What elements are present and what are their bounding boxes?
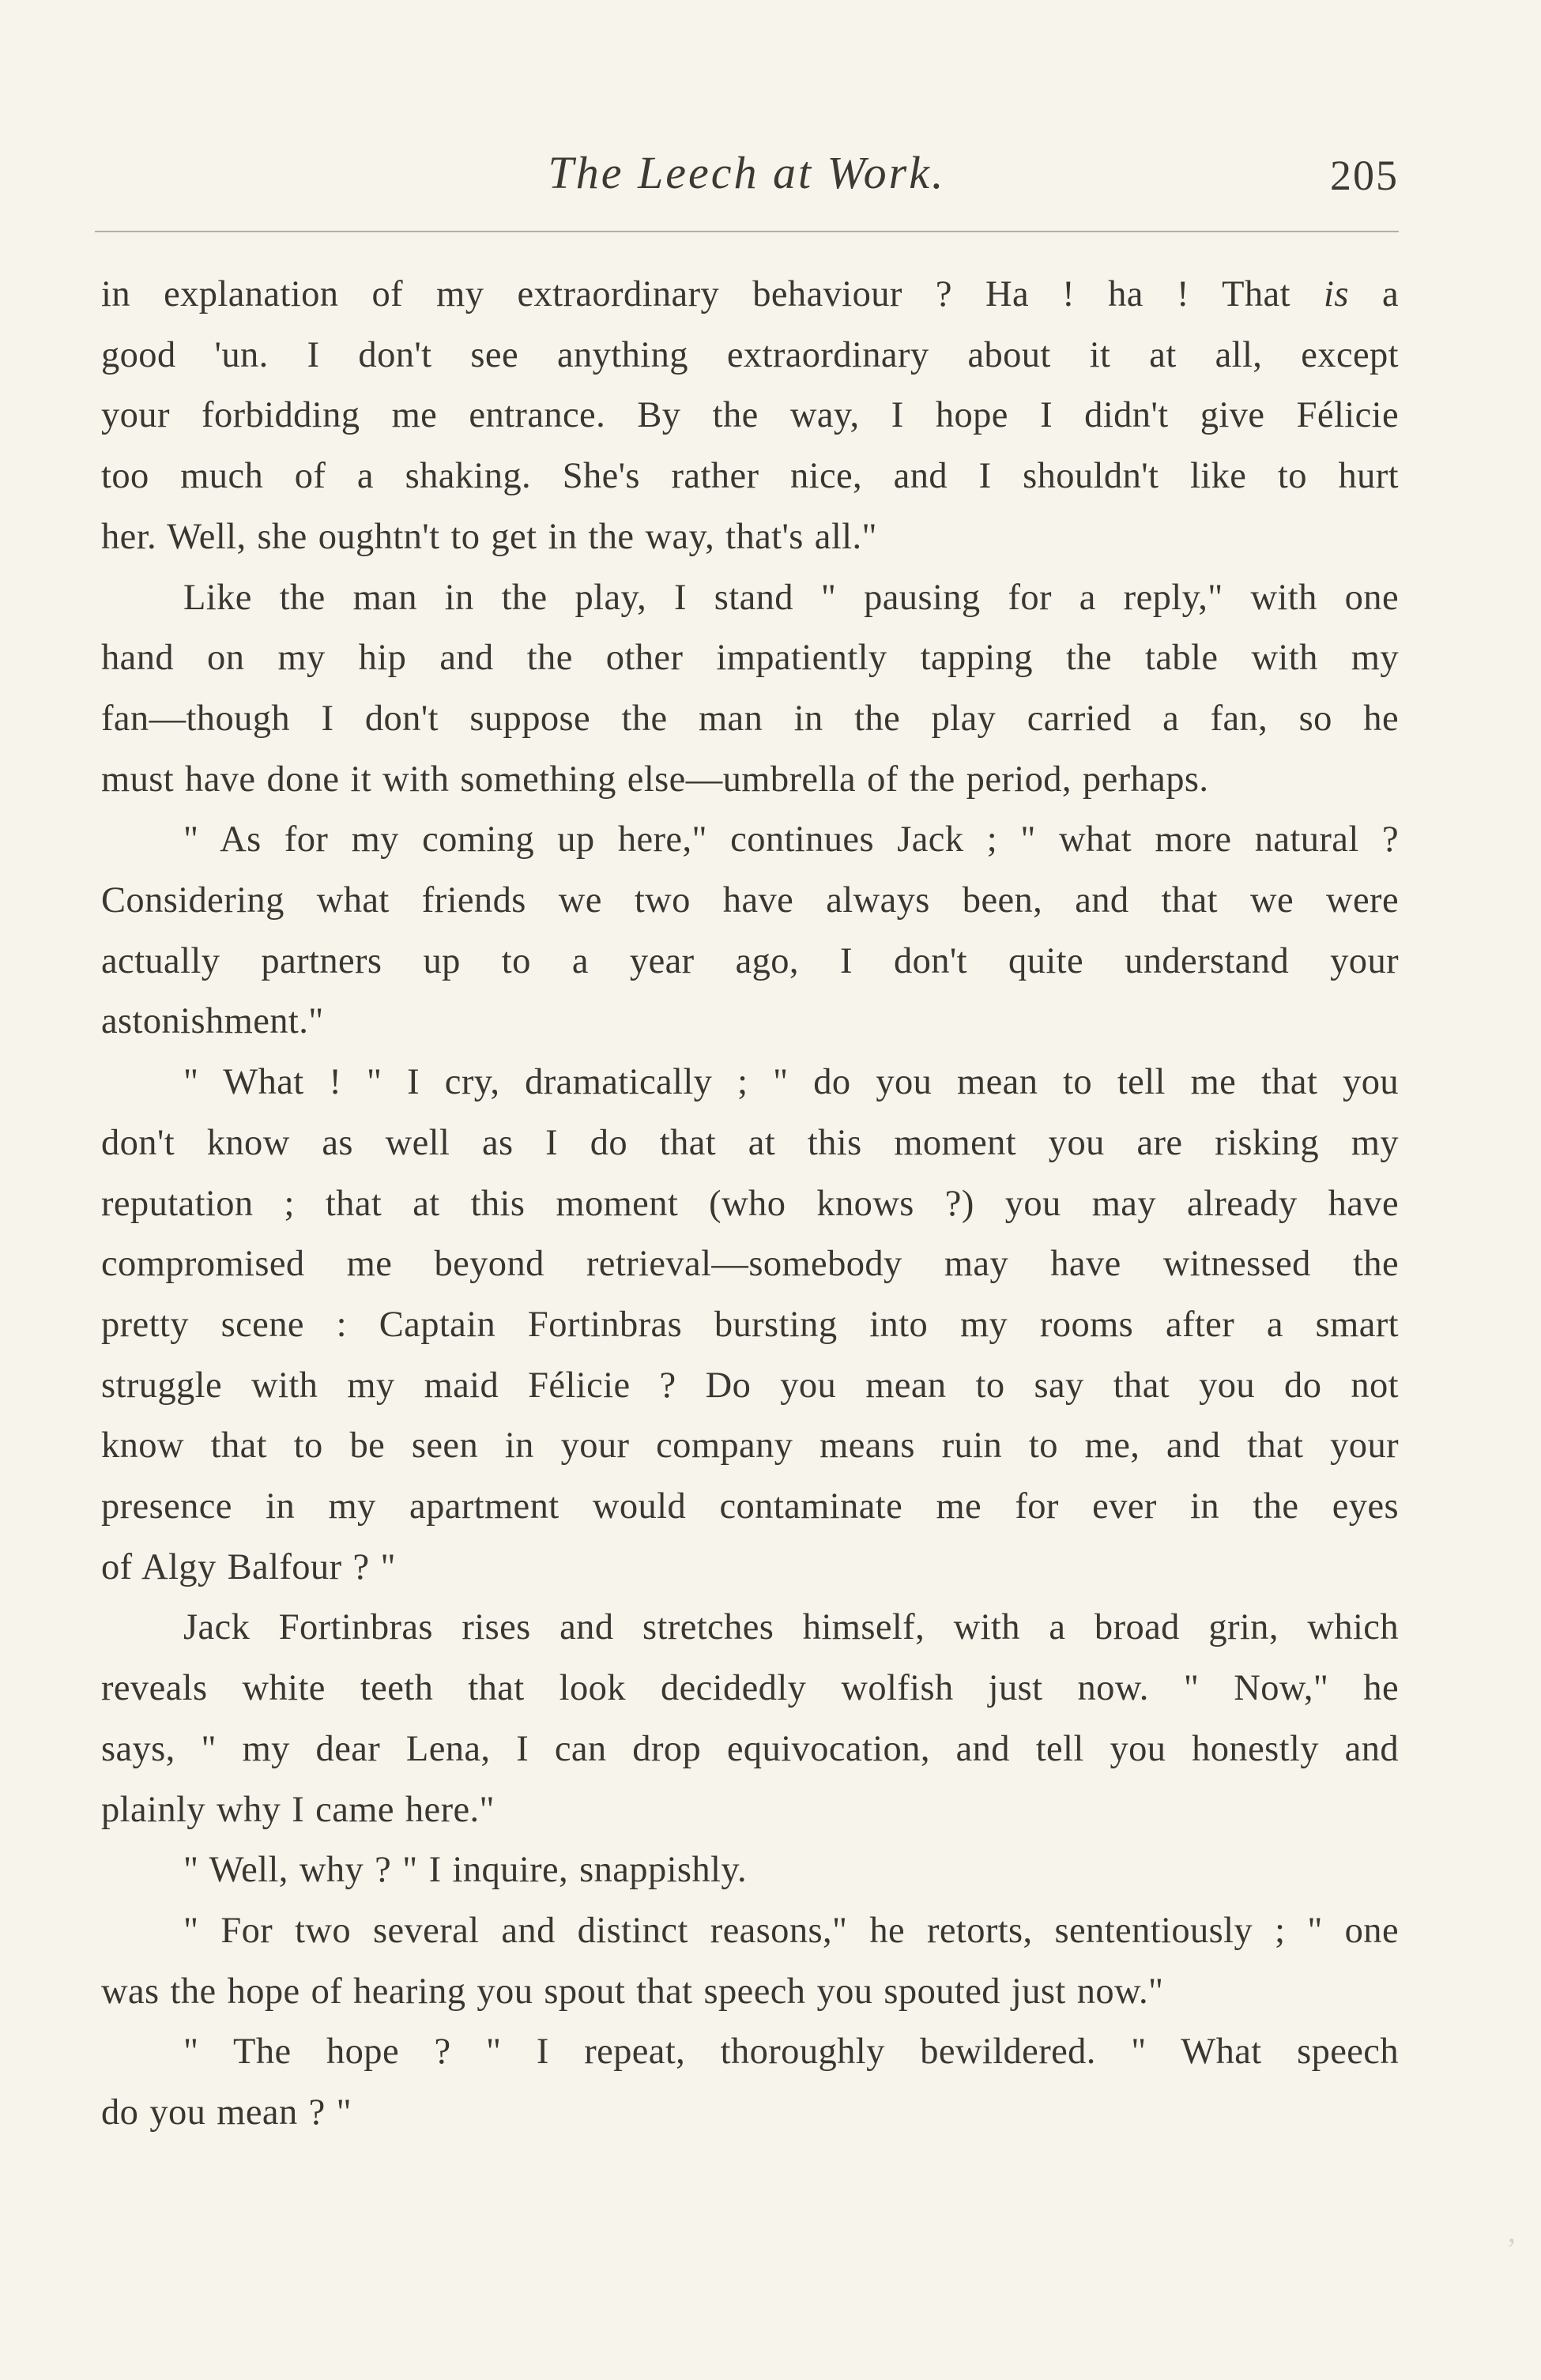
text-line: Considering what friends we two have always been, and that we were — [101, 880, 1399, 921]
text-line: actually partners up to a year ago, I don't quite understand your — [101, 940, 1399, 981]
text-line: " The hope ? " I repeat, thoroughly bewildered. " What speech — [183, 2032, 1399, 2073]
text-line: too much of a shaking. She's rather nice, and I shouldn't like to hurt — [101, 456, 1399, 497]
text-line: plainly why I came here." — [101, 1789, 495, 1830]
text-line: hand on my hip and the other impatiently tapping the table with my — [101, 638, 1399, 679]
text-line: " Well, why ? " I inquire, snappishly. — [183, 1850, 748, 1891]
running-head — [95, 146, 1399, 209]
text-line: do you mean ? " — [101, 2092, 352, 2133]
margin-smudge: , — [1508, 2213, 1516, 2249]
text-line: " For two several and distinct reasons," he retorts, sententiously ; " one — [183, 1910, 1399, 1951]
text-line: pretty scene : Captain Fortinbras bursting into my rooms after a smart — [101, 1304, 1399, 1345]
text-line: struggle with my maid Félicie ? Do you mean to say that you do not — [101, 1365, 1399, 1406]
text-line: reputation ; that at this moment (who knows ?) you may already have — [101, 1183, 1399, 1224]
text-line: of Algy Balfour ? " — [101, 1546, 396, 1587]
text-line: know that to be seen in your company means ruin to me, and that your — [101, 1425, 1399, 1467]
text-line: was the hope of hearing you spout that speech you spouted just now." — [101, 1971, 1164, 2012]
text-line: presence in my apartment would contaminate me for ever in the eyes — [101, 1486, 1399, 1527]
text-line: Jack Fortinbras rises and stretches himself, with a broad grin, which — [183, 1607, 1399, 1648]
text-line: compromised me beyond retrieval—somebody may have witnessed the — [101, 1244, 1399, 1285]
text-line: says, " my dear Lena, I can drop equivocation, and tell you honestly and — [101, 1728, 1399, 1769]
text-line: her. Well, she oughtn't to get in the way, that's all." — [101, 516, 877, 557]
text-line: don't know as well as I do that at this moment you are risking my — [101, 1122, 1399, 1163]
text-line: Like the man in the play, I stand " pausing for a reply," with one — [183, 577, 1399, 618]
running-title: The Leech at Work. — [548, 147, 946, 198]
text-line: good 'un. I don't see anything extraordinary about it at all, except — [101, 334, 1399, 375]
text-line: reveals white teeth that look decidedly wolfish just now. " Now," he — [101, 1668, 1399, 1709]
text-line: " What ! " I cry, dramatically ; " do you mean to tell me that you — [183, 1062, 1399, 1103]
text-line: your forbidding me entrance. By the way, I hope I didn't give Félicie — [101, 395, 1399, 436]
text-line: fan—though I don't suppose the man in the play carried a fan, so he — [101, 698, 1399, 739]
emphasis: is — [1324, 274, 1349, 314]
header-rule — [95, 231, 1399, 232]
text-line: " As for my coming up here," continues Jack ; " what more natural ? — [183, 819, 1399, 860]
body-text — [101, 265, 1399, 2144]
text-line: in explanation of my extraordinary behaviour ? Ha ! ha ! That is a — [101, 274, 1399, 314]
page-number: 205 — [1330, 152, 1399, 199]
text-line: astonishment." — [101, 1001, 324, 1042]
text-line: must have done it with something else—umbrella of the period, perhaps. — [101, 759, 1209, 800]
